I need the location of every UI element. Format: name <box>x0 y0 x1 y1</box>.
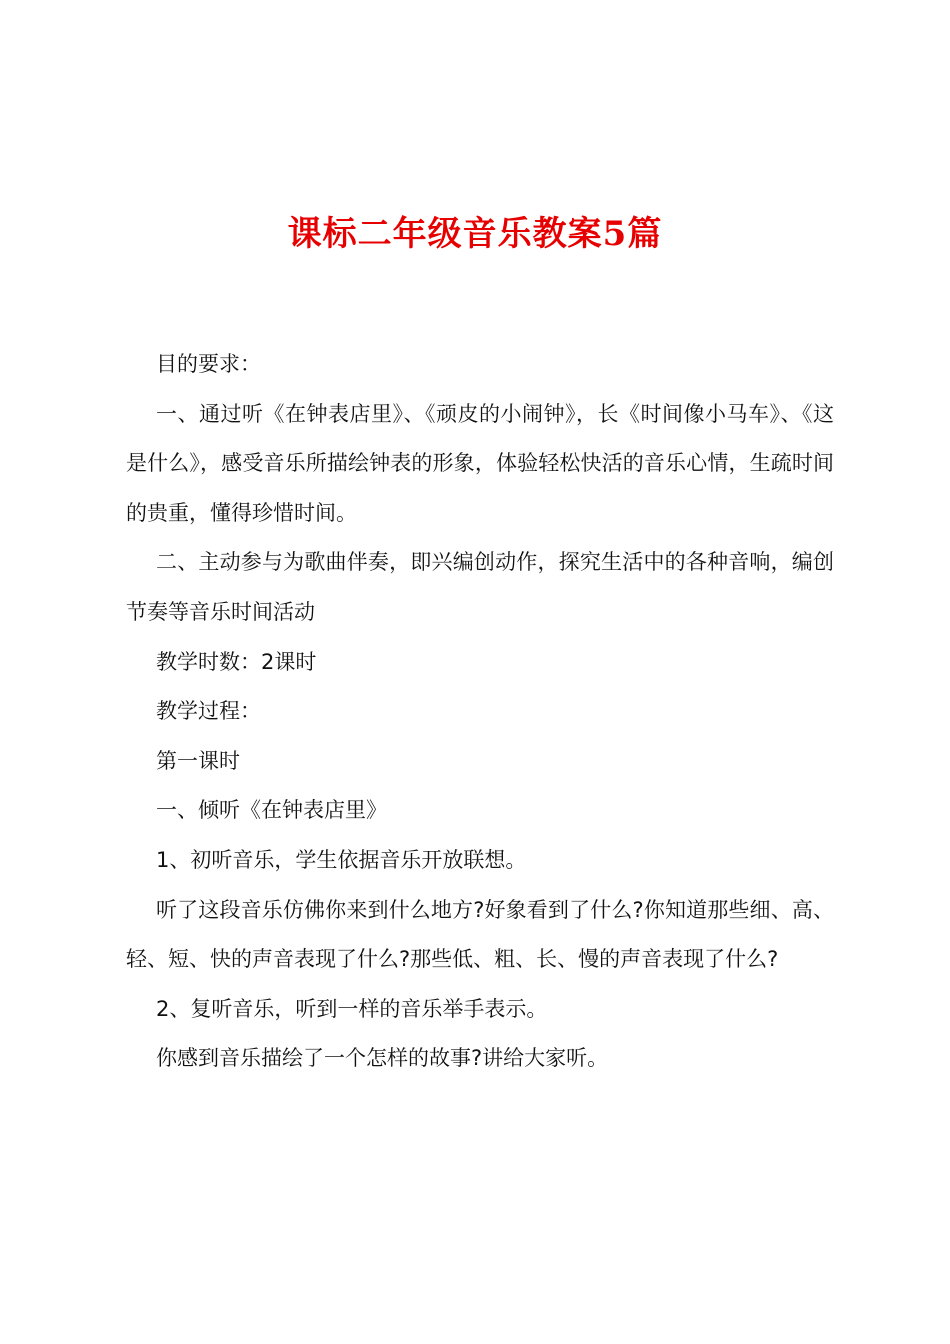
document-body <box>126 340 834 1084</box>
paragraph-questions: 听了这段音乐仿佛你来到什么地方?好象看到了什么?你知道那些细、高、轻、短、快的声音表现了什么?那些低、粗、长、慢的声音表现了什么? <box>126 897 834 972</box>
paragraph-teaching-process: 教学过程： <box>156 699 261 724</box>
paragraph-objectives-heading: 目的要求： <box>156 352 261 376</box>
paragraph-teaching-hours: 教学时数：2课时 <box>156 649 317 674</box>
paragraph-objective-one: 一、通过听《在钟表店里》、《顽皮的小闹钟》，长《时间像小马车》、《这是什么》，感受音乐所描绘钟表的形象，体验轻松快活的音乐心情，生疏时间的贵重，懂得珍惜时间。 <box>126 401 834 525</box>
paragraph-listen-section: 一、倾听《在钟表店里》 <box>156 798 387 823</box>
paragraph-objective-two: 二、主动参与为歌曲伴奏，即兴编创动作，探究生活中的各种音响，编创节奏等音乐时间活动 <box>126 550 834 624</box>
paragraph-step-two: 2、复听音乐，听到一样的音乐举手表示。 <box>156 996 548 1021</box>
paragraph-story-question: 你感到音乐描绘了一个怎样的故事?讲给大家听。 <box>156 1046 609 1071</box>
paragraph-first-lesson: 第一课时 <box>156 748 240 773</box>
document-title: 课标二年级音乐教案5篇 <box>287 214 663 254</box>
paragraph-step-one: 1、初听音乐，学生依据音乐开放联想。 <box>156 847 527 872</box>
